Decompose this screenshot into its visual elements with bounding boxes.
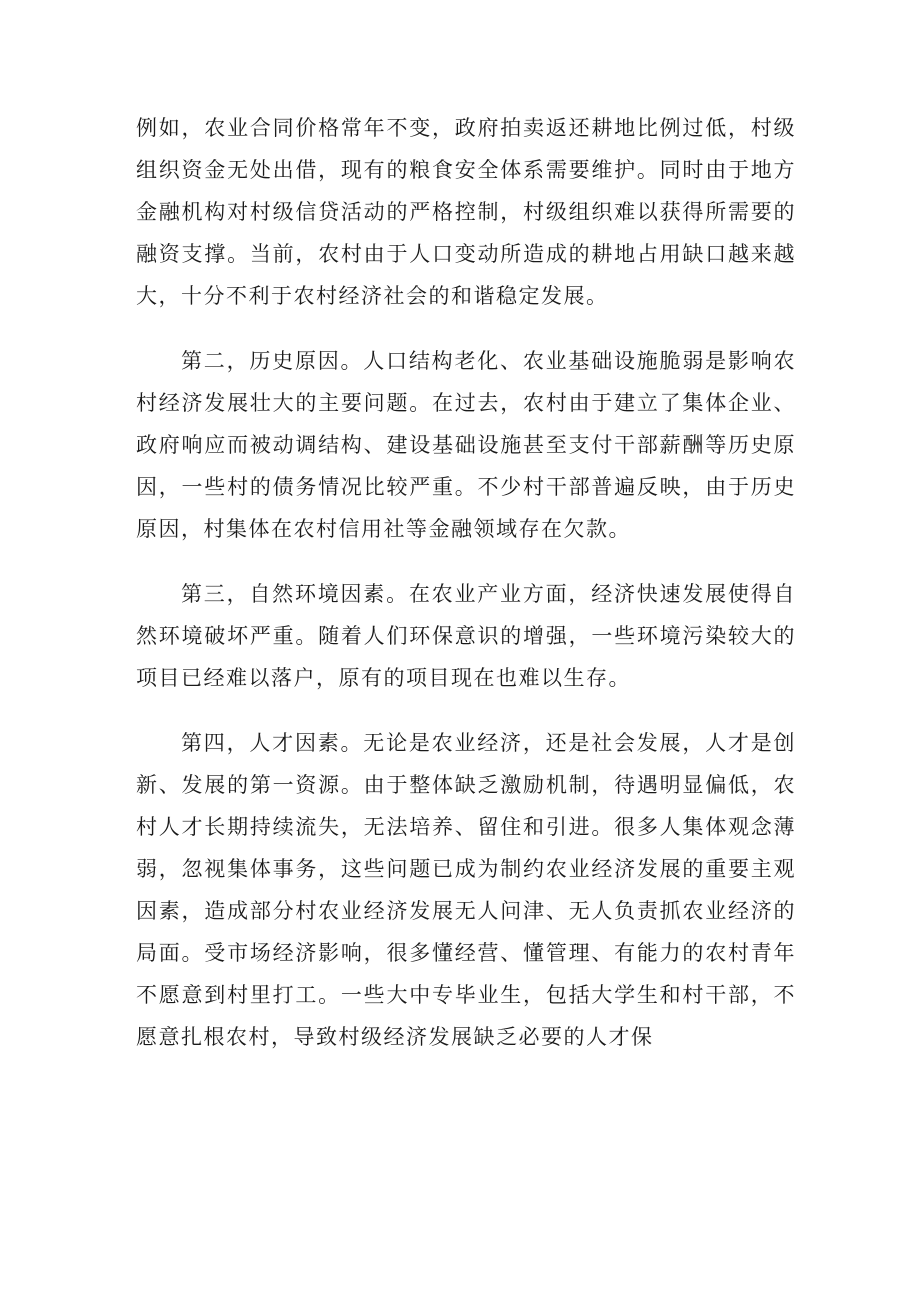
- document-body: [136, 107, 796, 1058]
- paragraph-talent-factors: 第四，人才因素。无论是农业经济，还是社会发展，人才是创新、发展的第一资源。由于整体缺乏激励机制，待遇明显偏低，农村人才长期持续流失，无法培养、留住和引进。很多人集体观念薄弱，忽视集体事务，这些问题已成为制约农业经济发展的重要主观因素，造成部分村农业经济发展无人问津、无人负责抓农业经济的局面。受市场经济影响，很多懂经营、懂管理、有能力的农村青年不愿意到村里打工。一些大中专毕业生，包括大学生和村干部，不愿意扎根农村，导致村级经济发展缺乏必要的人才保: [136, 731, 796, 1049]
- paragraph-continuation: 例如，农业合同价格常年不变，政府拍卖返还耕地比例过低，村级组织资金无处出借，现有的粮食安全体系需要维护。同时由于地方金融机构对村级信贷活动的严格控制，村级组织难以获得所需要的融资支撑。当前，农村由于人口变动所造成的耕地占用缺口越来越大，十分不利于农村经济社会的和谐稳定发展。: [136, 116, 796, 308]
- paragraph-environmental-factors: 第三，自然环境因素。在农业产业方面，经济快速发展使得自然环境破坏严重。随着人们环保意识的增强，一些环境污染较大的项目已经难以落户，原有的项目现在也难以生存。: [136, 582, 796, 690]
- paragraph-historical-reasons: 第二，历史原因。人口结构老化、农业基础设施脆弱是影响农村经济发展壮大的主要问题。在过去，农村由于建立了集体企业、政府响应而被动调结构、建设基础设施甚至支付干部薪酬等历史原因，一些村的债务情况比较严重。不少村干部普遍反映，由于历史原因，村集体在农村信用社等金融领域存在欠款。: [136, 349, 796, 541]
